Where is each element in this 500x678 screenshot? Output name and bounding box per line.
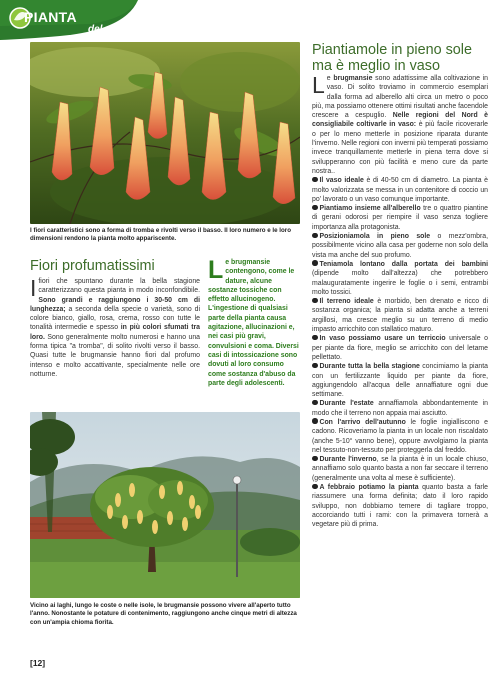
left-text-bold2: in più colori sfumati tra loro. (30, 324, 200, 341)
bullet-text: (dipende molto dall'altezza) che potrebbero malauguratamente ingerire le foglie o i semi, entrambi molto tossici. (312, 270, 488, 296)
left-article (30, 277, 200, 379)
left-text-b: a seconda della specie o varietà, sono di colore bianco, giallo, rosa, crema, rosso con tutte le tonalità intermedie e spesso (30, 305, 200, 332)
right-intro-bold: brugmansie (333, 75, 373, 82)
bullet-item (312, 418, 488, 455)
bullet-bold: Con l'arrivo dell'autunno (319, 418, 406, 426)
bullet-text: annaffiamola abbondantemente in modo che il terreno non appaia mai asciutto. (312, 400, 489, 417)
bullet-icon (312, 205, 318, 211)
left-text-a: fiori che spuntano durante la bella stagione caratterizzano questa pianta in modo inconfondibile. (38, 278, 200, 295)
bullet-bold: Posizioniamola in pieno sole (319, 233, 431, 241)
left-text-c: Sono generalmente molto numerosi e hanno una forma tipica "a tromba", di solito rivolti verso il basso. Quasi tutte le brugmansie hanno fiori dal profumo intenso e molto accattivante, specialmente nelle ore notturne. (30, 333, 200, 378)
bullet-text: quanto basta a farle riassumere una forma definita; dato il loro rapido sviluppo, non dobbiamo temere di tagliare troppo, accorciando tutti i rami: con la primavera tornerà a vegetare più di prima. (312, 484, 488, 529)
photo-caption-bottom (30, 602, 302, 627)
bullet-item (312, 334, 488, 362)
bullet-icon (312, 260, 318, 266)
bullet-bold: Durante l'estate (319, 400, 374, 408)
left-text-bold: Sono grandi e raggiungono i 30-50 cm di lunghezza; (30, 296, 200, 313)
bullet-item (312, 176, 488, 204)
page-number: [12] (30, 658, 46, 668)
bullet-item (312, 399, 488, 418)
bullet-item (312, 297, 488, 334)
right-intro-b: sono adattissime alla coltivazione in vaso. Di solito troviamo in commercio esemplari dalla forma ad alberello alti circa un metro o poco più, ma possiamo ottenere ottimi risultati anche facendole crescere a cespuglio. (312, 75, 488, 120)
bullet-icon (312, 298, 318, 304)
bullet-bold: In vaso possiamo usare un terriccio (319, 335, 446, 343)
right-article (312, 74, 488, 530)
section-badge (0, 0, 140, 40)
bullet-text: è di 40-50 cm di diametro. La pianta è molto valorizzata se messa in un contenitore di coccio un po' lavorato o un vaso comunque importante. (312, 177, 488, 203)
bullet-icon (312, 177, 318, 183)
toxicity-callout (208, 258, 300, 388)
bullet-bold: A febbraio potiamo la pianta (319, 484, 419, 492)
right-intro-a: e (326, 75, 334, 82)
bullet-item (312, 483, 488, 529)
bullet-icon (312, 456, 318, 462)
bullet-bold: Durante l'inverno (319, 456, 377, 464)
bullet-item (312, 362, 488, 399)
bullet-bold: Piantiamo insieme all'alberello (319, 205, 421, 213)
bullet-text: o mezz'ombra, possibilmente vicino alla casa per goderne non solo della vista ma anche del suo profumo. (312, 233, 488, 259)
right-heading (312, 42, 490, 74)
bullet-icon (312, 363, 318, 369)
caption-text: I fiori caratteristici sono a forma di tromba e rivolti verso il basso. Il loro numero e le loro dimensioni rendono la pianta molto appariscente. (30, 227, 291, 243)
bullet-item (312, 260, 488, 297)
bullet-bold: Il vaso ideale (319, 177, 364, 185)
photo-caption-top (30, 227, 302, 244)
right-intro-bold2: Nelle regioni del Nord è consigliabile coltivarle in vaso: (312, 112, 488, 129)
bullet-bold: Il terreno ideale (319, 298, 374, 306)
bullet-item (312, 232, 488, 260)
bullet-item (312, 204, 488, 232)
right-intro-c: è più facile ricoverarle o per lo meno metterle in posizione riparata durante l'inverno. Nelle regioni con inverni più temperati possiamo invece tranquillamente metterle in piena terra dove si svilupperanno con più facilità e meno cure da parte nostra.. (312, 121, 488, 175)
caption-text-bottom: Vicino ai laghi, lungo le coste o nelle isole, le brugmansie possono vivere all'aperto tutto l'anno. Nonostante le potature di contenimento, raggiungono anche cinque metri di altezza con un'ampia chioma fiorita. (30, 602, 297, 626)
bullet-text: , se la pianta è in un locale chiuso, annaffiamo solo quanto basta a non far seccare il terreno (generalmente una volta al mese è sufficiente). (312, 456, 489, 482)
photo-flowers-closeup (30, 42, 300, 224)
bullet-icon (312, 484, 318, 490)
bullet-text: universale o per piante da fiore, meglio se arricchito con del letame pellettato. (312, 335, 488, 361)
bullet-text: è morbido, ben drenato e ricco di sostanza organica; la pianta si adatta anche a terreni argillosi, ma cresce meglio su un terreno di medio impasto arricchito con stallatico maturo. (312, 298, 488, 334)
left-dropcap: I (30, 275, 37, 301)
photo-garden-tree (30, 412, 300, 598)
bullet-icon (312, 400, 318, 406)
bullet-text: concimiamo la pianta con un fertilizzante liquido per piante da fiore, aggiungendolo all'acqua delle annaffiature ogni due settimane. (312, 363, 488, 399)
bullet-item (312, 455, 488, 483)
bullet-text: le foglie ingialliscono e cadono. Ricoveriamo la pianta in un locale non riscaldato (anche 5-10° vanno bene), oppure avvolgiamo la pianta nel tessuto-non-tessuto per proteggerla dal freddo. (312, 418, 488, 454)
callout-dropcap: L (208, 256, 224, 284)
right-dropcap: L (312, 72, 325, 98)
bullet-text: tre o quattro piantine di gerani odorosi per riempire il vaso senza togliere importanza alla protagonista. (312, 205, 489, 231)
bullet-icon (312, 233, 318, 239)
right-heading-line2: ma è meglio in vaso (312, 58, 440, 74)
callout-text: e brugmansie contengono, come le dature, alcune sostanze tossiche con effetto allucinogeno. L'ingestione di qualsiasi parte della pianta causa agitazione, allucinazioni e, nei casi più gravi, convulsioni e coma. Diversi casi di intossicazione sono dovuti al loro consumo come sostanza d'abuso da parte degli adolescenti. (208, 259, 299, 387)
left-heading: Fiori profumatissimi (30, 258, 155, 274)
bullet-bold: Teniamola lontano dalla portata dei bambini (319, 260, 488, 268)
section-title: PIANTA (24, 9, 77, 25)
section-subtitle: del mese (88, 24, 131, 35)
bullet-bold: Durante tutta la bella stagione (319, 363, 420, 371)
right-heading-line1: Piantiamole in pieno sole (312, 42, 472, 58)
bullet-icon (312, 335, 318, 341)
bullet-icon (312, 418, 318, 424)
